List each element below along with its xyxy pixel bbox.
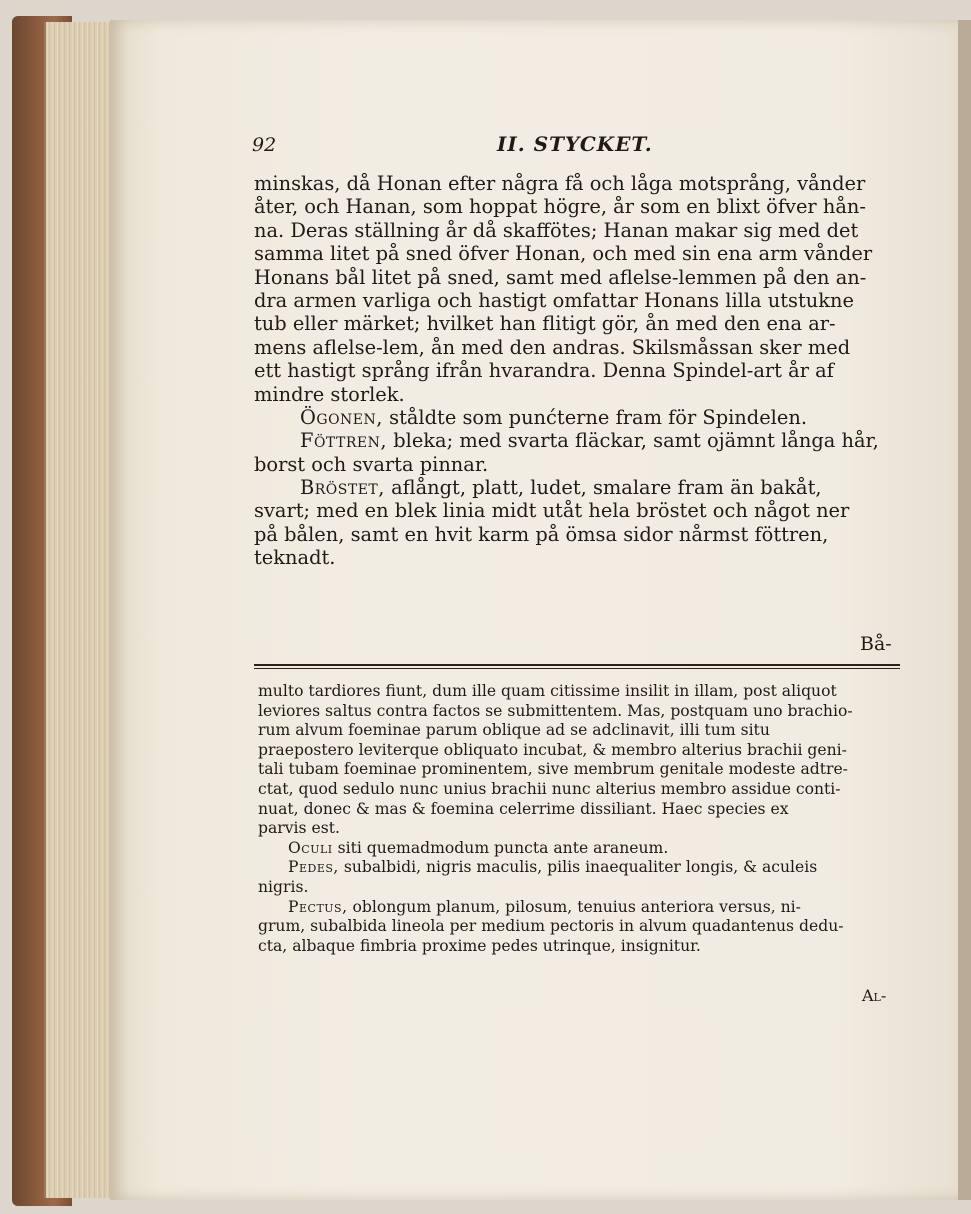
text-line: na. Deras ställning år då skaffötes; Hanan makar sig med det bbox=[254, 218, 859, 242]
pedes-paragraph bbox=[258, 858, 900, 878]
text-line: rum alvum foeminae parum oblique ad se adclinavit, illi tum situ bbox=[258, 721, 770, 740]
fottren-text: bleka; med svarta fläckar, samt ojämnt långa hår, bbox=[393, 429, 879, 453]
pedes-text: subalbidi, nigris maculis, pilis inaequaliter longis, & aculeis bbox=[343, 858, 818, 877]
page-number: 92 bbox=[252, 134, 277, 156]
text-line: praepostero leviterque obliquato incubat, & membro alterius brachii geni- bbox=[258, 740, 847, 759]
brostet-paragraph bbox=[254, 476, 900, 499]
text-line: multo tardiores fiunt, dum ille quam citissime insilit in illam, post aliquot bbox=[258, 682, 837, 700]
text-line: ett hastigt språng ifrån hvarandra. Denna Spindel-art år af bbox=[254, 359, 834, 383]
swedish-catchword: Bå- bbox=[860, 633, 892, 655]
text-line: cta, albaque fimbria proxime pedes utrinque, insignitur. bbox=[258, 936, 701, 955]
text-line: tali tubam foeminae prominentem, sive membrum genitale modeste adtre- bbox=[258, 760, 848, 779]
ogonen-label: Ögonen, bbox=[300, 405, 383, 429]
text-line: mindre storlek. bbox=[254, 382, 405, 406]
fottren-label: Föttren, bbox=[300, 429, 388, 453]
next-page-edge bbox=[958, 20, 971, 1200]
text-line: parvis est. bbox=[258, 819, 340, 838]
pedes-label: Pedes, bbox=[288, 858, 339, 877]
text-line: leviores saltus contra factos se submittentem. Mas, postquam uno brachio- bbox=[258, 701, 853, 720]
text-line: dra armen varliga och hastigt omfattar Honans lilla utstukne bbox=[254, 288, 854, 312]
text-line: på bålen, samt en hvit karm på ömsa sidor nårmst föttren, bbox=[254, 522, 829, 546]
brostet-text: aflångt, platt, ludet, smalare fram än bakåt, bbox=[391, 476, 822, 500]
text-line: ctat, quod sedulo nunc unius brachii nunc alterius membro assidue conti- bbox=[258, 779, 841, 798]
oculi-text: siti quemadmodum puncta ante araneum. bbox=[337, 838, 669, 857]
oculi-label: Oculi bbox=[288, 838, 333, 857]
divider-rule-thin bbox=[254, 668, 900, 669]
running-title: II. STYCKET. bbox=[497, 132, 653, 156]
latin-catchword: Al- bbox=[862, 986, 887, 1005]
pectus-label: Pectus, bbox=[288, 897, 348, 916]
text-line: tub eller märket; hvilket han flitigt gör, ån med den ena ar- bbox=[254, 312, 836, 336]
latin-text bbox=[258, 682, 900, 956]
text-line: minskas, då Honan efter några få och låga motsprång, vånder bbox=[254, 172, 866, 195]
text-line: svart; med en blek linia midt utåt hela bröstet och något ner bbox=[254, 499, 850, 523]
text-line: Honans bål litet på sned, samt med aflelse-lemmen på den an- bbox=[254, 265, 867, 289]
pectus-paragraph bbox=[258, 898, 900, 918]
ogonen-text: ståldte som punćterne fram för Spindelen. bbox=[389, 405, 808, 429]
brostet-label: Bröstet, bbox=[300, 476, 385, 500]
oculi-paragraph bbox=[258, 839, 900, 859]
text-line: åter, och Hanan, som hoppat högre, år som en blixt öfver hån- bbox=[254, 195, 866, 219]
text-line: borst och svarta pinnar. bbox=[254, 452, 489, 476]
fottren-paragraph bbox=[254, 429, 900, 452]
text-line: grum, subalbida lineola per medium pectoris in alvum quadantenus dedu- bbox=[258, 917, 844, 936]
page-header bbox=[252, 132, 900, 162]
pectus-text: oblongum planum, pilosum, tenuius anteriora versus, ni- bbox=[352, 897, 801, 916]
ogonen-paragraph bbox=[254, 406, 900, 429]
swedish-text bbox=[254, 172, 900, 570]
text-line: nigris. bbox=[258, 877, 309, 896]
text-line: samma litet på sned öfver Honan, och med sin ena arm vånder bbox=[254, 242, 873, 266]
page-edges bbox=[44, 22, 114, 1198]
divider-rule bbox=[254, 664, 900, 666]
text-line: teknadt. bbox=[254, 546, 336, 570]
text-line: mens aflelse-lem, ån med den andras. Skilsmåssan sker med bbox=[254, 335, 851, 359]
text-line: nuat, donec & mas & foemina celerrime dissiliant. Haec species ex bbox=[258, 799, 789, 818]
